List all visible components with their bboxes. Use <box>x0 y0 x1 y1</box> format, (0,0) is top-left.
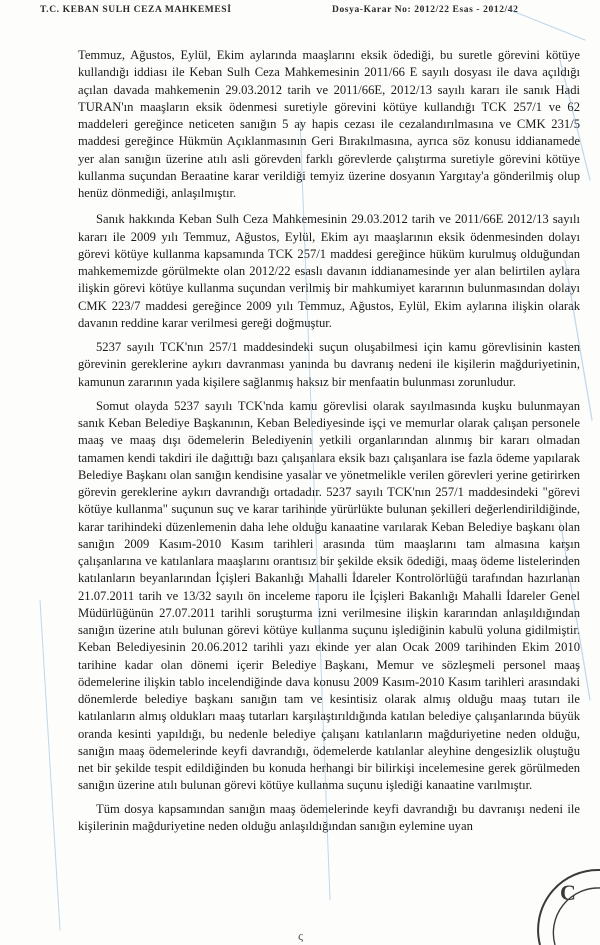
seal-ring <box>553 888 600 945</box>
paragraph: Tüm dosya kapsamından sanığın maaş ödemelerinde keyfi davrandığı bu davranışı nedeni ile kişilerinin mağduriyetine neden olduğu anlaşıldığından sanığın eylemine uyan <box>78 801 580 833</box>
file-reference: Dosya-Karar No: 2012/22 Esas - 2012/42 <box>332 5 519 15</box>
page-header <box>40 0 580 24</box>
paragraph: Temmuz, Ağustos, Eylül, Ekim aylarında maaşlarını eksik ödediği, bu suretle görevini kötüye kullandığı iddiası ile Keban Sulh Ceza Mahkemesinin 2011/66 E sayılı dosyası ile dava açıldığı açılan davada mahkemenin 29.03.2012 tarih ve 2011/66E, 2012/13 sayılı kararı ile sanık Hadi TURAN'ın maaşların eksik ödenmesi suretiyle görevini kötüye kullandığı TCK 257/1 ve 62 maddeleri gereğince neticeten sanığın 5 ay hapis cezası ile cezalandırılmasına ve CMK 231/5 maddesi gereğince Hükmün Açıklanmasının Geri Bırakılmasına, ayrıca söz konusu iddianamede yer alan sanığın üzerine atılı asli görevden farklı görevlerde çalıştırma suretiyle görevini kötüye kullanma suçundan Beraatine karar verildiği temyiz üzerine dosyanın Yargıtay'a gönderilmiş olup henüz dönmediği, anlaşılmıştır. <box>78 48 580 200</box>
court-name: T.C. KEBAN SULH CEZA MAHKEMESİ <box>40 5 232 15</box>
watermark-stroke <box>40 600 60 930</box>
paragraph: Sanık hakkında Keban Sulh Ceza Mahkemesinin 29.03.2012 tarih ve 2011/66E 2012/13 sayılı kararı ile 2009 yılı Temmuz, Ağustos, Eylül, Ekim ayı maaşlarının eksik ödenmesinden dolayı görevi kötüye kullanma kapsamında TCK 257/1 maddesi gereğince hüküm kurulmuş olduğundan mahkememizde görülmekte olan 2012/22 esaslı davanın iddianamesinde yer alan belirtilen aylara ilişkin görevi kötüye kullanma suçundan verilmiş bir mahkumiyet kararının bulunmasından dolayı CMK 223/7 maddesi gereğince 2009 yılı Temmuz, Ağustos, Eylül, Ekim aylarına ilişkin olarak davanın reddine karar verilmesi gereği doğmuştur. <box>78 212 580 330</box>
decision-body <box>78 47 580 835</box>
seal-glyph: C <box>560 880 576 905</box>
paragraph: 5237 sayılı TCK'nın 257/1 maddesindeki suçun oluşabilmesi için kamu görevlisinin kasten görevinin gereklerine aykırı davranması yanında bu davranış nedeni ile kişilerin mağduriyetinin, kamunun zararının yada kişilere sağlanmış haksız bir menfaatin bulunması zorunludur. <box>78 340 580 389</box>
paragraph: Somut olayda 5237 sayılı TCK'nda kamu görevlisi olarak sayılmasında kuşku bulunmayan sanık Keban Belediye Başkanının, Keban Belediyesinde işçi ve memurlar olarak çalışan personele maaş ve maaş dışı ödemelerin Belediyenin yetkili organlarından alınmış bir kararı olmadan tamamen kendi takdiri ile dağıttığı bazı çalışanlara eksik bazı çalışanlara ise fazla ödeme yapılarak Belediye Başkanı olan sanığın kendisine yasalar ve yönetmelikle verilen görevleri yerine getirirken görevin gereklerine aykırı davrandığı ortadadır. 5237 sayılı TCK'nın 257/1 maddesindeki "görevi kötüye kullanma" suçunun suç ve karar tarihinde yürürlükte bulunan şekilleri değerlendirildiğinde, karar tarihindeki düzenlemenin daha lehe olduğu kanaatine varılarak Keban Belediye başkanı olan sanığın 2009 Kasım-2010 Kasım tarihleri arasında tüm maaşlarını tam almasına karşın çalışanlarına ve katılanlara maaşlarını orantısız bir şekilde eksik ödediği, maaş ödeme listelerinden katılanların beyanlarından İçişleri Bakanlığı Mahalli İdareler Kontrolörlüğü tarafından hazırlanan 21.07.2011 tarih ve 13/32 sayılı ön inceleme raporu ile İçişleri Bakanlığı Mahalli İdareler Genel Müdürlüğünün 27.07.2011 tarihli soruşturma izni verilmesine ilişkin kararından anlaşıldığından sanığın üzerine atılı bulunan görevi kötüye kullanma suçunu işlediğinin kabulü yoluna gidilmiştir. Keban Belediyesinin 20.06.2012 tarihli yazı ekinde yer alan Ocak 2009 tarihinden Ekim 2010 tarihine kadar olan dönemi içerir Belediye Başkanı, Memur ve sözleşmeli personel maaş ödemelerine ilişkin tablo incelendiğinde dava konusu 2009 Kasım-2010 Kasım tarihleri arasındaki dönemlerde belediye başkanı sanığın tam ve kesintisiz olarak almış olduğu maaş tutarı ile katılanların almış oldukları maaş tutarları karşılaştırıldığında katılan belediye çalışanlarında büyük oranda kesinti yapıldığı, bu nedenle belediye çalışanı katılanların mağduriyetine neden olduğu, sanığın maaş ödemelerinde keyfi davrandığı, ödemelerde katılanlar aleyhine dengesizlik oluştuğu net bir şekilde tespit edildiğinden bu konuda herhangi bir bilirkişi incelemesine gerek görülmeden sanığın üzerine atılı bulunan görevi kötüye kullanma suçunu işlediği kanaatine varılmıştır. <box>78 398 580 793</box>
seal-ring <box>538 870 600 945</box>
handwritten-mark: ς <box>298 928 304 943</box>
seal-fragment <box>538 870 600 945</box>
